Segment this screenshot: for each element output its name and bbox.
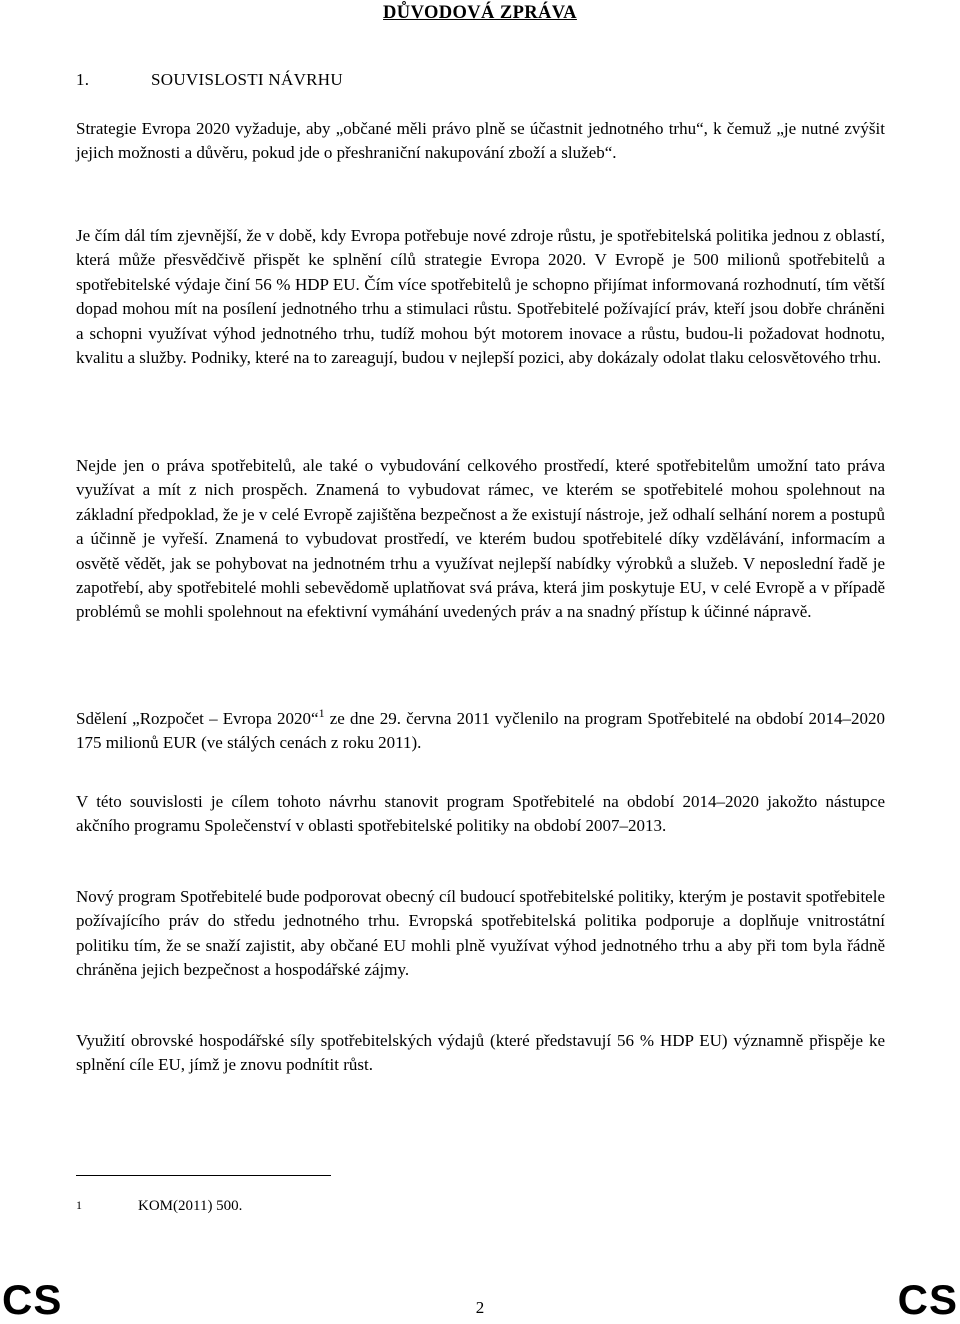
paragraph-1: Strategie Evropa 2020 vyžaduje, aby „občané měli právo plně se účastnit jednotného trhu“, k čemuž „je nutné zvýšit jejich možnosti a důvěru, pokud jde o přeshraniční nakupování zboží a služeb“. [76, 119, 885, 163]
section-title: SOUVISLOSTI NÁVRHU [151, 70, 343, 89]
document-title: DŮVODOVÁ ZPRÁVA [383, 3, 577, 23]
footer-language-right: CS [897, 1276, 958, 1323]
paragraph-2: Je čím dál tím zjevnější, že v době, kdy Evropa potřebuje nové zdroje růstu, je spotřebitelská politika jednou z oblastí, která může přesvědčivě přispět ke splnění cílů strategie Evropa 2020. V Evropě je 500 milionů spotřebitelů a spotřebitelské výdaje činí 56 % HDP EU. Čím více spotřebitelů je schopno přijímat informovaná rozhodnutí, tím větší dopad mohou mít na posílení jednotného trhu a stimulaci růstu. Spotřebitelé požívající práv, kteří jsou dobře chráněni a schopni využívat výhod jednotného trhu, tudíž mohou být motorem inovace a růstu, budou-li požadovat hodnotu, kvalitu a služby. Podniky, které na to zareagují, budou v nejlepší pozici, aby dokázaly odolat tlaku celosvětového trhu. [76, 226, 885, 368]
footer-language-left: CS [2, 1276, 63, 1323]
footnote-divider [76, 1175, 331, 1176]
footnote-number: 1 [76, 1198, 82, 1212]
paragraph-budget [76, 707, 885, 756]
footnote-text: KOM(2011) 500. [138, 1198, 243, 1214]
budget-text-end: ze dne 29. června 2011 vyčlenilo na program Spotřebitelé na období 2014–2020 175 milionů EUR (ve stálých cenách z roku 2011). [76, 709, 885, 753]
page-number: 2 [475, 1298, 485, 1317]
budget-text-start: Sdělení „Rozpočet – Evropa 2020“ [76, 709, 319, 728]
paragraph-6: Nový program Spotřebitelé bude podporovat obecný cíl budoucí spotřebitelské politiky, kterým je postavit spotřebitele požívajícího práv do středu jednotného trhu. Evropská spotřebitelská politika podporuje a doplňuje vnitrostátní politiku tím, že se snaží zajistit, aby občané EU mohli plně využívat výhod jednotného trhu a aby při tom byla řádně chráněna jejich bezpečnost a hospodářské zájmy. [76, 887, 885, 980]
paragraph-7: Využití obrovské hospodářské síly spotřebitelských výdajů (které představují 56 % HDP EU) významně přispěje ke splnění cíle EU, jímž je znovu podnítit růst. [76, 1031, 885, 1075]
footnote-reference[interactable]: 1 [318, 706, 325, 720]
section-number: 1. [76, 70, 90, 89]
paragraph-5: V této souvislosti je cílem tohoto návrhu stanovit program Spotřebitelé na období 2014–2020 jakožto nástupce akčního programu Společenství v oblasti spotřebitelské politiky na období 2007–2013. [76, 792, 885, 836]
section-heading [76, 70, 343, 90]
paragraph-3: Nejde jen o práva spotřebitelů, ale také o vybudování celkového prostředí, které spotřebitelům umožní tato práva využívat a mít z nich prospěch. Znamená to vybudovat rámec, ve kterém se spotřebitelé mohou spolehnout na základní předpoklad, že je v celé Evropě zajištěna bezpečnost a že existují nástroje, jež odhalí selhání norem a postupů a účinně je vyřeší. Znamená to vybudovat prostředí, ve kterém budou spotřebitelé díky vzdělávání, informacím a osvětě vědět, jak se pohybovat na jednotném trhu a využívat nejlepší nabídky výrobků a služeb. V neposlední řadě je zapotřebí, aby spotřebitelé mohli sebevědomě uplatňovat svá práva, která jim poskytuje EU, v celé Evropě a v případě problémů se mohli spolehnout na efektivní vymáhání uvedených práv a na snadný přístup k účinné nápravě. [76, 456, 885, 622]
